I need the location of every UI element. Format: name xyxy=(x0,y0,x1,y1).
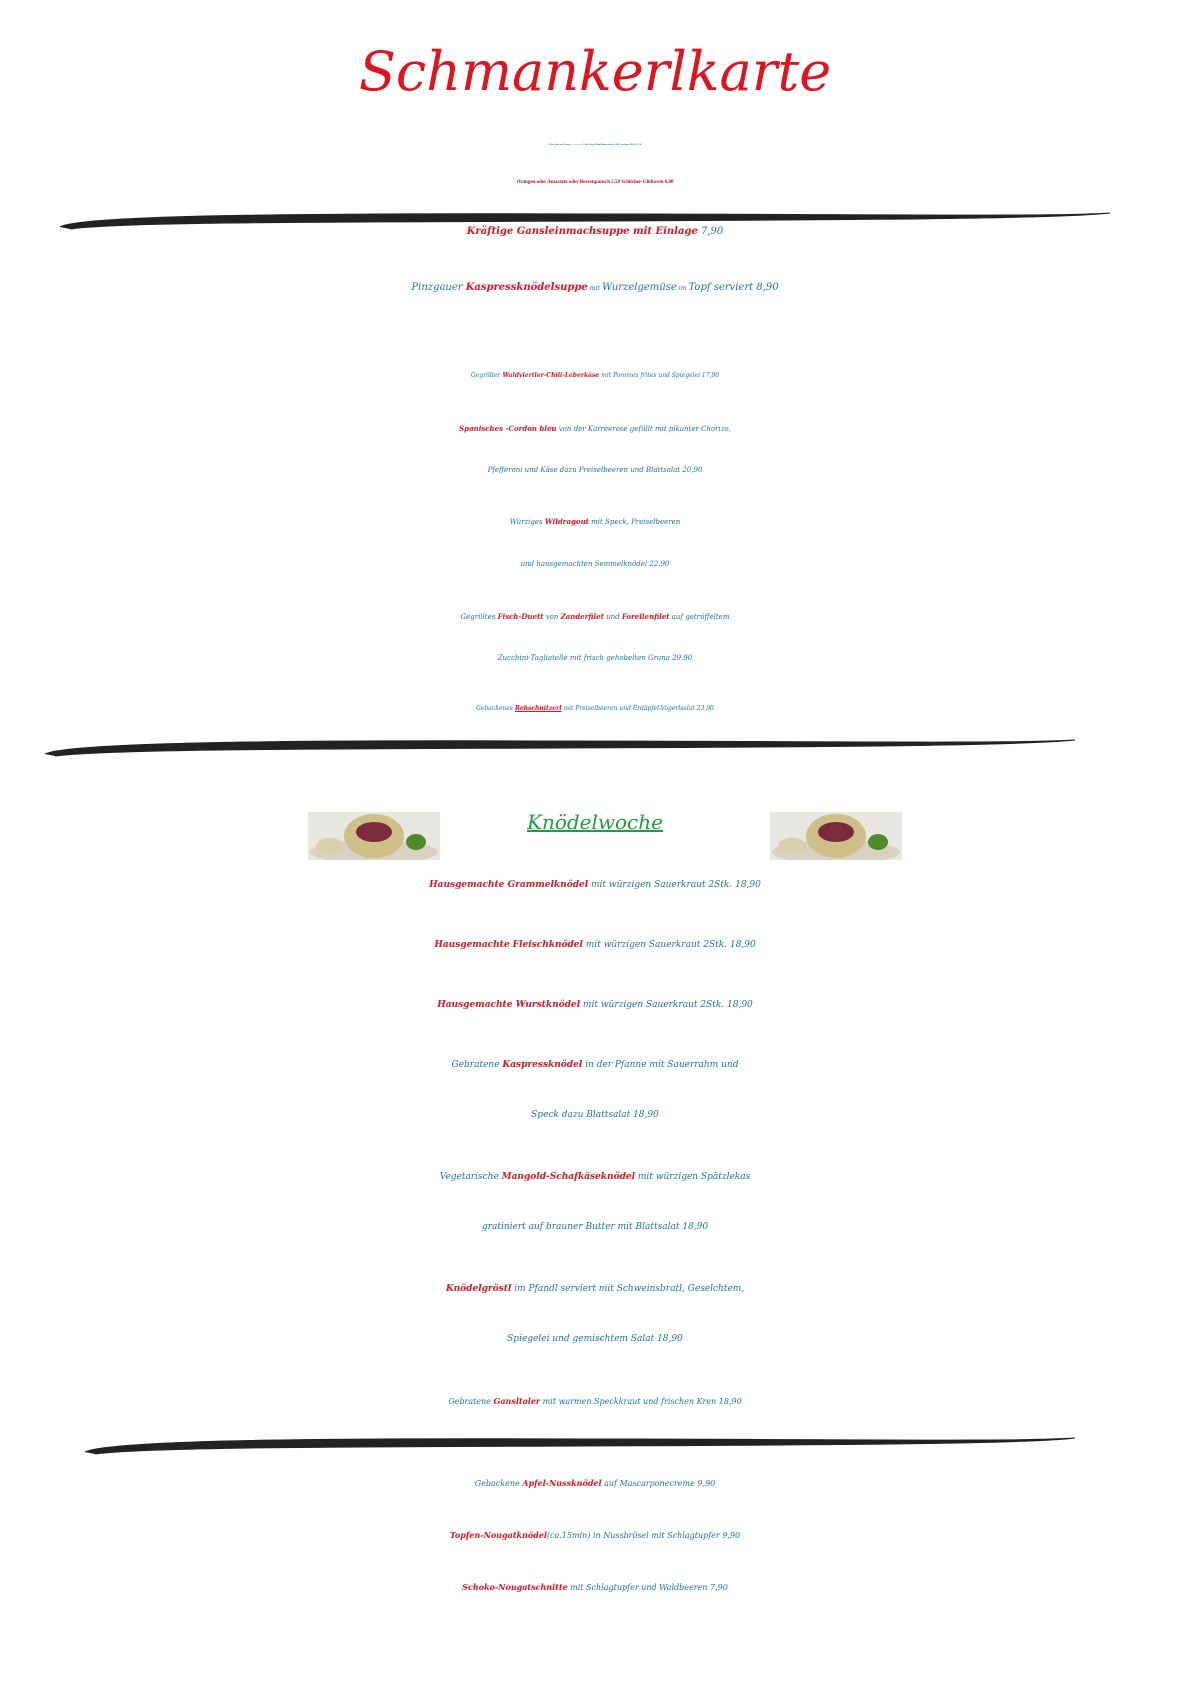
dish-name: Knödelgröstl xyxy=(445,1284,512,1294)
section-title: Knödelwoche xyxy=(527,810,663,834)
divider-swash xyxy=(0,1430,1190,1460)
dish-text: mit Preiselbeeren und Erdäpfel-Vogerlsalat 23,90 xyxy=(561,705,714,712)
dish-name: Spanisches -Cordon bleu xyxy=(459,424,557,433)
dish-name: Waldviertler-Chili-Leberkäse xyxy=(502,372,600,379)
dish-name: Zanderfilet xyxy=(560,612,604,621)
dish-price: 7,90 xyxy=(697,226,724,237)
knoedel-line-5 xyxy=(0,1172,1190,1182)
dish-text: von xyxy=(543,613,561,621)
dish-name: Schoko-Nougatschnitte xyxy=(462,1582,568,1592)
knoedel-line-4b: Speck dazu Blattsalat 18,90 xyxy=(531,1110,659,1120)
dish-text: im xyxy=(676,285,689,292)
knoedel-line-2 xyxy=(0,940,1190,950)
knoedel-line-7 xyxy=(0,1396,1190,1406)
knoedel-line-5b: gratiniert auf brauner Butter mit Blattsalat 18,90 xyxy=(481,1222,709,1232)
dish-name: Kräftige Gansleinmachsuppe mit Einlage xyxy=(466,226,698,237)
knoedel-line-4 xyxy=(0,1060,1190,1070)
dish-name: Hausgemachte Fleischknödel xyxy=(434,940,583,950)
dish-text: mit Schlagtupfer und Waldbeeren 7,90 xyxy=(567,1583,728,1592)
dumpling-photo-icon xyxy=(770,812,902,860)
dish-text: Wurzelgemüse xyxy=(601,282,677,293)
dish-text: Gebratene xyxy=(448,1397,494,1406)
soup-line-2 xyxy=(0,282,1190,293)
main-line-2b: Pfefferoni und Käse dazu Preiselbeeren und Blattsalat 20,90 xyxy=(487,466,703,474)
dish-text: und xyxy=(603,613,622,621)
dish-name: Mangold-Schafkäseknödel xyxy=(501,1172,636,1182)
dish-text: in der Pfanne mit Sauerrahm und xyxy=(582,1060,739,1070)
knoedel-line-3 xyxy=(0,1000,1190,1010)
knoedel-line-6 xyxy=(0,1284,1190,1294)
dessert-line-2 xyxy=(0,1530,1190,1540)
dessert-line-3 xyxy=(0,1582,1190,1592)
dish-text: Gegrilltes xyxy=(460,613,498,621)
dish-text: Pinzgauer xyxy=(411,282,466,293)
dish-text: mit würzigen Sauerkraut 2Stk. 18,90 xyxy=(582,940,756,950)
dish-text: mit warmen Speckkraut und frischen Kren 18,90 xyxy=(540,1397,742,1406)
main-line-3b: und hausgemachten Semmelknödel 22,90 xyxy=(520,560,670,568)
dessert-line-1 xyxy=(0,1478,1190,1488)
dish-name: Apfel-Nussknödel xyxy=(522,1478,602,1488)
main-line-4 xyxy=(0,612,1190,621)
main-line-4b: Zucchini-Tagliatelle mit frisch gehobelten Grana 29,90 xyxy=(497,654,693,662)
drinks-line-1 xyxy=(0,144,1190,146)
dish-name: Kaspressknödel xyxy=(502,1060,583,1070)
dish-text: im Pfandl serviert mit Schweinsbratl, Geselchtem, xyxy=(511,1284,745,1294)
knoedel-line-1 xyxy=(0,880,1190,890)
knoedel-line-6b: Spiegelei und gemischtem Salat 18,90 xyxy=(507,1334,683,1344)
dish-text: Gegrillter xyxy=(470,372,503,379)
soup-line-1 xyxy=(0,226,1190,237)
drinks-note: (Erdbeer-Vodka) xyxy=(570,145,583,146)
dish-text: Würziges xyxy=(509,518,545,526)
dish-text: mit würzigen Sauerkraut 2Stk. 18,90 xyxy=(580,1000,753,1010)
dish-text: Topf serviert 8,90 xyxy=(688,282,779,293)
dish-name: Kaspressknödelsuppe xyxy=(465,282,588,293)
divider-swash xyxy=(0,732,1190,762)
main-line-1 xyxy=(0,372,1190,379)
dish-text: Gebackenes xyxy=(476,705,515,712)
dish-name: Topfen-Nougatknödel xyxy=(449,1530,547,1540)
drinks-line-2: Orangen oder Amaretto oder Beerenpunsch 5,50 Schilcher-Glühwein 6,00 xyxy=(516,180,674,185)
dish-name: Hausgemachte Grammelknödel xyxy=(429,880,589,890)
dish-text: auf Mascarponecreme 9,90 xyxy=(601,1479,716,1488)
dish-text: mit xyxy=(587,285,602,292)
page-title: Schmankerlkarte xyxy=(358,40,832,103)
main-line-5 xyxy=(0,705,1190,712)
dish-text: Gebackene xyxy=(474,1479,523,1488)
dish-name: Gansltaler xyxy=(493,1396,541,1406)
drinks-text: Glas Sekt mit Xuxu xyxy=(548,144,571,146)
main-line-2 xyxy=(0,424,1190,433)
dish-name: Hausgemachte Wurstknödel xyxy=(437,1000,581,1010)
dumpling-photo xyxy=(770,812,902,860)
dish-text: mit würzigen Spätzlekas xyxy=(635,1172,751,1182)
dish-name: Forellenfilet xyxy=(621,612,670,621)
dish-text: Gebratene xyxy=(451,1060,503,1070)
dish-text: mit Pommes frites und Spiegelei 17,90 xyxy=(599,372,720,379)
dish-text: mit würzigen Sauerkraut 2Stk. 18,90 xyxy=(588,880,761,890)
dish-text: auf getrüffeltem xyxy=(669,613,730,621)
dish-name: Fisch-Duett xyxy=(497,612,544,621)
drinks-text: 5,90 /Sexy Heidelbeer-Shot 5,90/ Lustiger Willi 5,90 xyxy=(582,144,642,146)
main-line-3 xyxy=(0,517,1190,526)
dish-text: mit Speck, Preiselbeeren xyxy=(588,518,681,526)
dish-name: Wildragout xyxy=(544,517,589,526)
dish-text: Vegetarische xyxy=(439,1172,502,1182)
dish-text: (ca.15min) in Nussbrösel mit Schlagtupfer 9,90 xyxy=(546,1531,741,1540)
dish-text: von der Karreerose gefüllt mit pikanter Chorizo, xyxy=(556,425,731,433)
dish-name: Rehschnitzerl xyxy=(514,705,562,712)
